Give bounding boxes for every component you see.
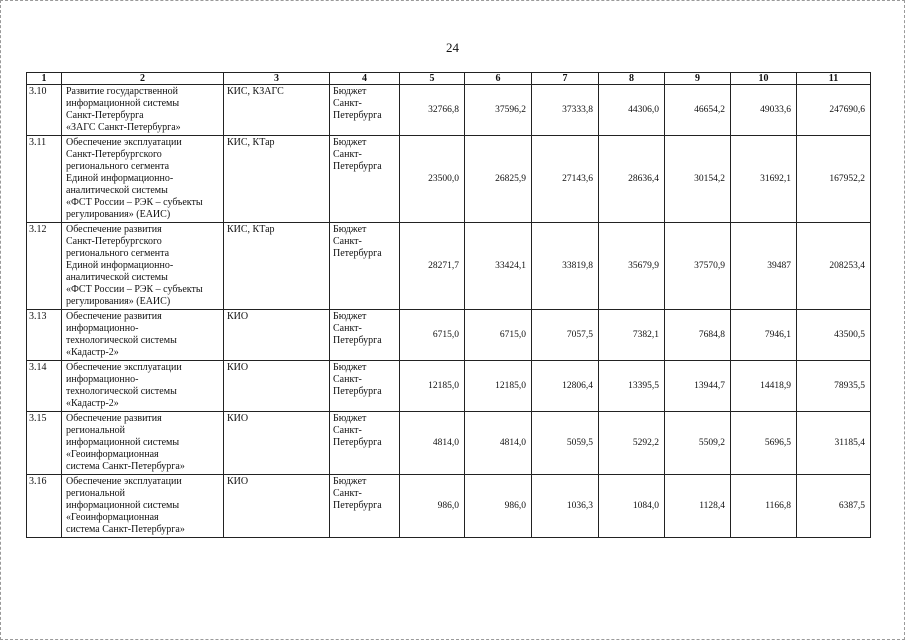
measure-name-line: Развитие государственной [66,86,178,97]
funding-source-line: Санкт- [333,149,362,160]
amount-cell: 247690,6 [797,85,871,136]
measure-name-line: Единой информационно- [66,173,174,184]
executor: КИО [224,310,330,361]
amount-cell: 37570,9 [665,223,731,310]
amount-cell: 13944,7 [665,361,731,412]
funding-source [330,136,400,223]
funding-source-line: Бюджет [333,311,367,322]
amount-cell: 12185,0 [400,361,465,412]
row-number: 3.13 [27,310,62,361]
executor: КИО [224,412,330,475]
measure-name [62,475,224,538]
amount-cell: 31185,4 [797,412,871,475]
funding-source [330,412,400,475]
funding-source [330,475,400,538]
funding-source-line: Бюджет [333,413,367,424]
measure-name-line: информационной системы [66,437,180,448]
measure-name-line: «ЗАГС Санкт-Петербурга» [66,122,181,133]
funding-source-line: Петербурга [333,161,382,172]
row-number: 3.11 [27,136,62,223]
measure-name [62,361,224,412]
amount-cell: 6387,5 [797,475,871,538]
funding-source-line: Петербурга [333,248,382,259]
amount-cell: 986,0 [400,475,465,538]
measure-name-line: Обеспечение эксплуатации [66,362,182,373]
amount-cell: 208253,4 [797,223,871,310]
amount-cell: 7946,1 [731,310,797,361]
amount-cell: 12806,4 [532,361,599,412]
measure-name-line: Санкт-Петербургского [66,236,162,247]
column-header: 10 [731,73,797,85]
header-row [27,73,871,85]
amount-cell: 31692,1 [731,136,797,223]
measure-name-line: «Геоинформационная [66,512,159,523]
table-row [27,361,871,412]
amount-cell: 7057,5 [532,310,599,361]
measure-name-line: система Санкт-Петербурга» [66,524,185,535]
measure-name-line: Единой информационно- [66,260,174,271]
amount-cell: 37333,8 [532,85,599,136]
budget-table [26,72,871,538]
row-number: 3.16 [27,475,62,538]
measure-name [62,412,224,475]
table-row [27,475,871,538]
amount-cell: 5059,5 [532,412,599,475]
page-number: 24 [446,40,459,55]
measure-name-line: технологической системы [66,335,177,346]
funding-source-line: Санкт- [333,98,362,109]
amount-cell: 23500,0 [400,136,465,223]
amount-cell: 35679,9 [599,223,665,310]
funding-source-line: Бюджет [333,362,367,373]
amount-cell: 37596,2 [465,85,532,136]
measure-name-line: аналитической системы [66,272,168,283]
measure-name-line: информационно- [66,374,139,385]
amount-cell: 1166,8 [731,475,797,538]
measure-name-line: технологической системы [66,386,177,397]
amount-cell: 32766,8 [400,85,465,136]
funding-source [330,85,400,136]
funding-source-line: Бюджет [333,476,367,487]
amount-cell: 6715,0 [465,310,532,361]
measure-name-line: Обеспечение эксплуатации [66,137,182,148]
measure-name-line: «ФСТ России – РЭК – субъекты [66,197,203,208]
amount-cell: 46654,2 [665,85,731,136]
amount-cell: 7382,1 [599,310,665,361]
funding-source [330,223,400,310]
funding-source-line: Петербурга [333,110,382,121]
amount-cell: 27143,6 [532,136,599,223]
amount-cell: 5292,2 [599,412,665,475]
funding-source-line: Петербурга [333,500,382,511]
amount-cell: 5509,2 [665,412,731,475]
column-header: 9 [665,73,731,85]
column-header: 1 [27,73,62,85]
amount-cell: 986,0 [465,475,532,538]
column-header: 4 [330,73,400,85]
table-row [27,85,871,136]
amount-cell: 30154,2 [665,136,731,223]
measure-name [62,136,224,223]
table-row [27,310,871,361]
amount-cell: 7684,8 [665,310,731,361]
funding-source-line: Санкт- [333,425,362,436]
measure-name-line: «Кадастр-2» [66,347,119,358]
column-header: 3 [224,73,330,85]
funding-source-line: Бюджет [333,137,367,148]
table-row [27,412,871,475]
amount-cell: 33424,1 [465,223,532,310]
funding-source-line: Бюджет [333,224,367,235]
amount-cell: 28271,7 [400,223,465,310]
measure-name-line: информационно- [66,323,139,334]
funding-source-line: Санкт- [333,374,362,385]
measure-name-line: «Геоинформационная [66,449,159,460]
amount-cell: 39487 [731,223,797,310]
table-row [27,136,871,223]
funding-source-line: Санкт- [333,323,362,334]
funding-source-line: Санкт- [333,236,362,247]
measure-name-line: регионального сегмента [66,248,170,259]
measure-name-line: регулирования» (ЕАИС) [66,209,171,220]
measure-name-line: «ФСТ России – РЭК – субъекты [66,284,203,295]
measure-name [62,310,224,361]
executor: КИС, КТар [224,136,330,223]
measure-name-line: Санкт-Петербурга [66,110,144,121]
amount-cell: 13395,5 [599,361,665,412]
row-number: 3.10 [27,85,62,136]
amount-cell: 33819,8 [532,223,599,310]
amount-cell: 28636,4 [599,136,665,223]
funding-source-line: Бюджет [333,86,367,97]
measure-name-line: Обеспечение развития [66,311,162,322]
amount-cell: 167952,2 [797,136,871,223]
amount-cell: 14418,9 [731,361,797,412]
amount-cell: 78935,5 [797,361,871,412]
amount-cell: 1128,4 [665,475,731,538]
measure-name-line: аналитической системы [66,185,168,196]
funding-source-line: Петербурга [333,386,382,397]
measure-name [62,223,224,310]
measure-name-line: информационной системы [66,98,180,109]
measure-name-line: Обеспечение эксплуатации [66,476,182,487]
executor: КИС, КТар [224,223,330,310]
funding-source-line: Петербурга [333,437,382,448]
measure-name-line: информационной системы [66,500,180,511]
amount-cell: 1036,3 [532,475,599,538]
executor: КИО [224,361,330,412]
measure-name-line: «Кадастр-2» [66,398,119,409]
amount-cell: 26825,9 [465,136,532,223]
measure-name-line: региональной [66,488,126,499]
row-number: 3.12 [27,223,62,310]
measure-name-line: система Санкт-Петербурга» [66,461,185,472]
measure-name [62,85,224,136]
column-header: 7 [532,73,599,85]
measure-name-line: регионального сегмента [66,161,170,172]
amount-cell: 4814,0 [400,412,465,475]
measure-name-line: Обеспечение развития [66,224,162,235]
table-body [27,85,871,538]
amount-cell: 4814,0 [465,412,532,475]
measure-name-line: Обеспечение развития [66,413,162,424]
column-header: 8 [599,73,665,85]
measure-name-line: Санкт-Петербургского [66,149,162,160]
column-header: 5 [400,73,465,85]
amount-cell: 43500,5 [797,310,871,361]
executor: КИС, КЗАГС [224,85,330,136]
column-header: 6 [465,73,532,85]
table-row [27,223,871,310]
measure-name-line: регулирования» (ЕАИС) [66,296,171,307]
executor: КИО [224,475,330,538]
amount-cell: 12185,0 [465,361,532,412]
column-header: 2 [62,73,224,85]
row-number: 3.15 [27,412,62,475]
funding-source [330,310,400,361]
row-number: 3.14 [27,361,62,412]
measure-name-line: региональной [66,425,126,436]
amount-cell: 49033,6 [731,85,797,136]
amount-cell: 44306,0 [599,85,665,136]
funding-source [330,361,400,412]
amount-cell: 5696,5 [731,412,797,475]
funding-source-line: Санкт- [333,488,362,499]
amount-cell: 6715,0 [400,310,465,361]
funding-source-line: Петербурга [333,335,382,346]
amount-cell: 1084,0 [599,475,665,538]
column-header: 11 [797,73,871,85]
